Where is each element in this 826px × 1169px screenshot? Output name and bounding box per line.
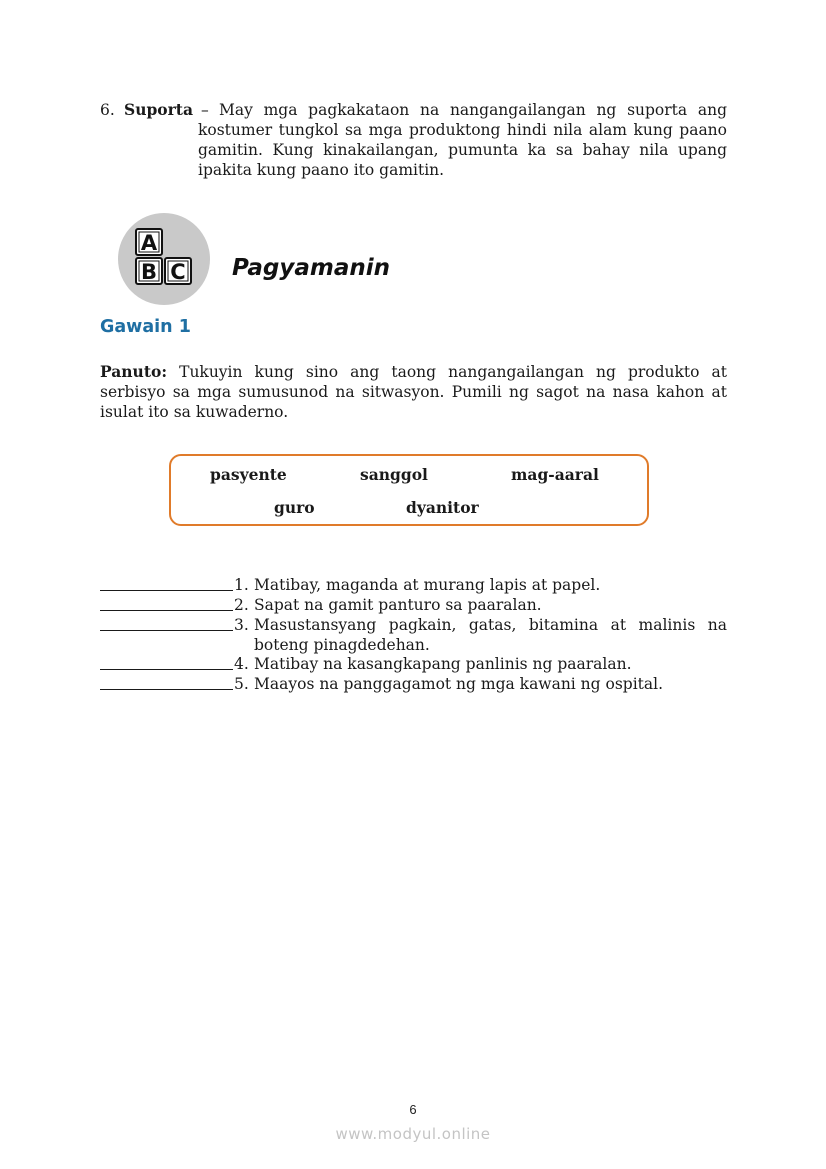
choice-word: mag-aaral bbox=[511, 465, 599, 484]
instructions-text: Tukuyin kung sino ang taong nangangailangan ng produkto at serbisyo sa mga sumusunod na sitwasyon. Pumili ng sagot na nasa kahon at isulat ito sa kuwaderno. bbox=[100, 363, 727, 421]
item-text: Sapat na gamit panturo sa paaralan. bbox=[254, 596, 542, 614]
abc-blocks-icon bbox=[118, 213, 210, 305]
block-letter-b: B bbox=[140, 260, 158, 284]
item-number: 4. bbox=[234, 655, 249, 673]
answer-blank[interactable] bbox=[100, 689, 233, 690]
activity-title: Gawain 1 bbox=[100, 317, 191, 337]
term-definition-continued: kostumer tungkol sa mga produktong hindi nila alam kung paano gamitin. Kung kinakailangan, pumunta ka sa bahay nila upang ipakita kung paano ito gamitin. bbox=[198, 121, 727, 179]
block-letter-c: C bbox=[170, 260, 186, 284]
choice-word: sanggol bbox=[360, 465, 428, 484]
choice-word: guro bbox=[274, 498, 315, 517]
answer-blank[interactable] bbox=[100, 610, 233, 611]
term-label: Suporta bbox=[124, 100, 194, 119]
answer-blank[interactable] bbox=[100, 669, 233, 670]
item-number: 1. bbox=[234, 576, 249, 594]
item-number: 2. bbox=[234, 596, 249, 614]
item-text: Masustansyang pagkain, gatas, bitamina at malinis na boteng pinagdedehan. bbox=[254, 616, 727, 654]
block-letter-a: A bbox=[140, 231, 158, 255]
section-title: Pagyamanin bbox=[232, 255, 391, 281]
item-text: Maayos na panggagamot ng mga kawani ng ospital. bbox=[254, 675, 664, 693]
item-text: Matibay, maganda at murang lapis at papel. bbox=[254, 576, 601, 594]
page-number: 6 bbox=[409, 1102, 417, 1117]
item-number: 5. bbox=[234, 675, 249, 693]
instructions-label: Panuto: bbox=[100, 362, 168, 381]
term-definition-first-line: May mga pagkakataon na nangangailangan ng suporta ang bbox=[219, 101, 727, 119]
list-number: 6. bbox=[100, 101, 115, 119]
answer-blank[interactable] bbox=[100, 590, 233, 591]
answer-blank[interactable] bbox=[100, 630, 233, 631]
watermark: www.modyul.online bbox=[335, 1125, 491, 1143]
term-dash: – bbox=[201, 101, 209, 119]
item-number: 3. bbox=[234, 616, 249, 634]
choice-word: pasyente bbox=[210, 465, 287, 484]
instructions bbox=[100, 362, 727, 422]
item-text: Matibay na kasangkapang panlinis ng paaralan. bbox=[254, 655, 632, 673]
choice-word: dyanitor bbox=[406, 498, 479, 517]
